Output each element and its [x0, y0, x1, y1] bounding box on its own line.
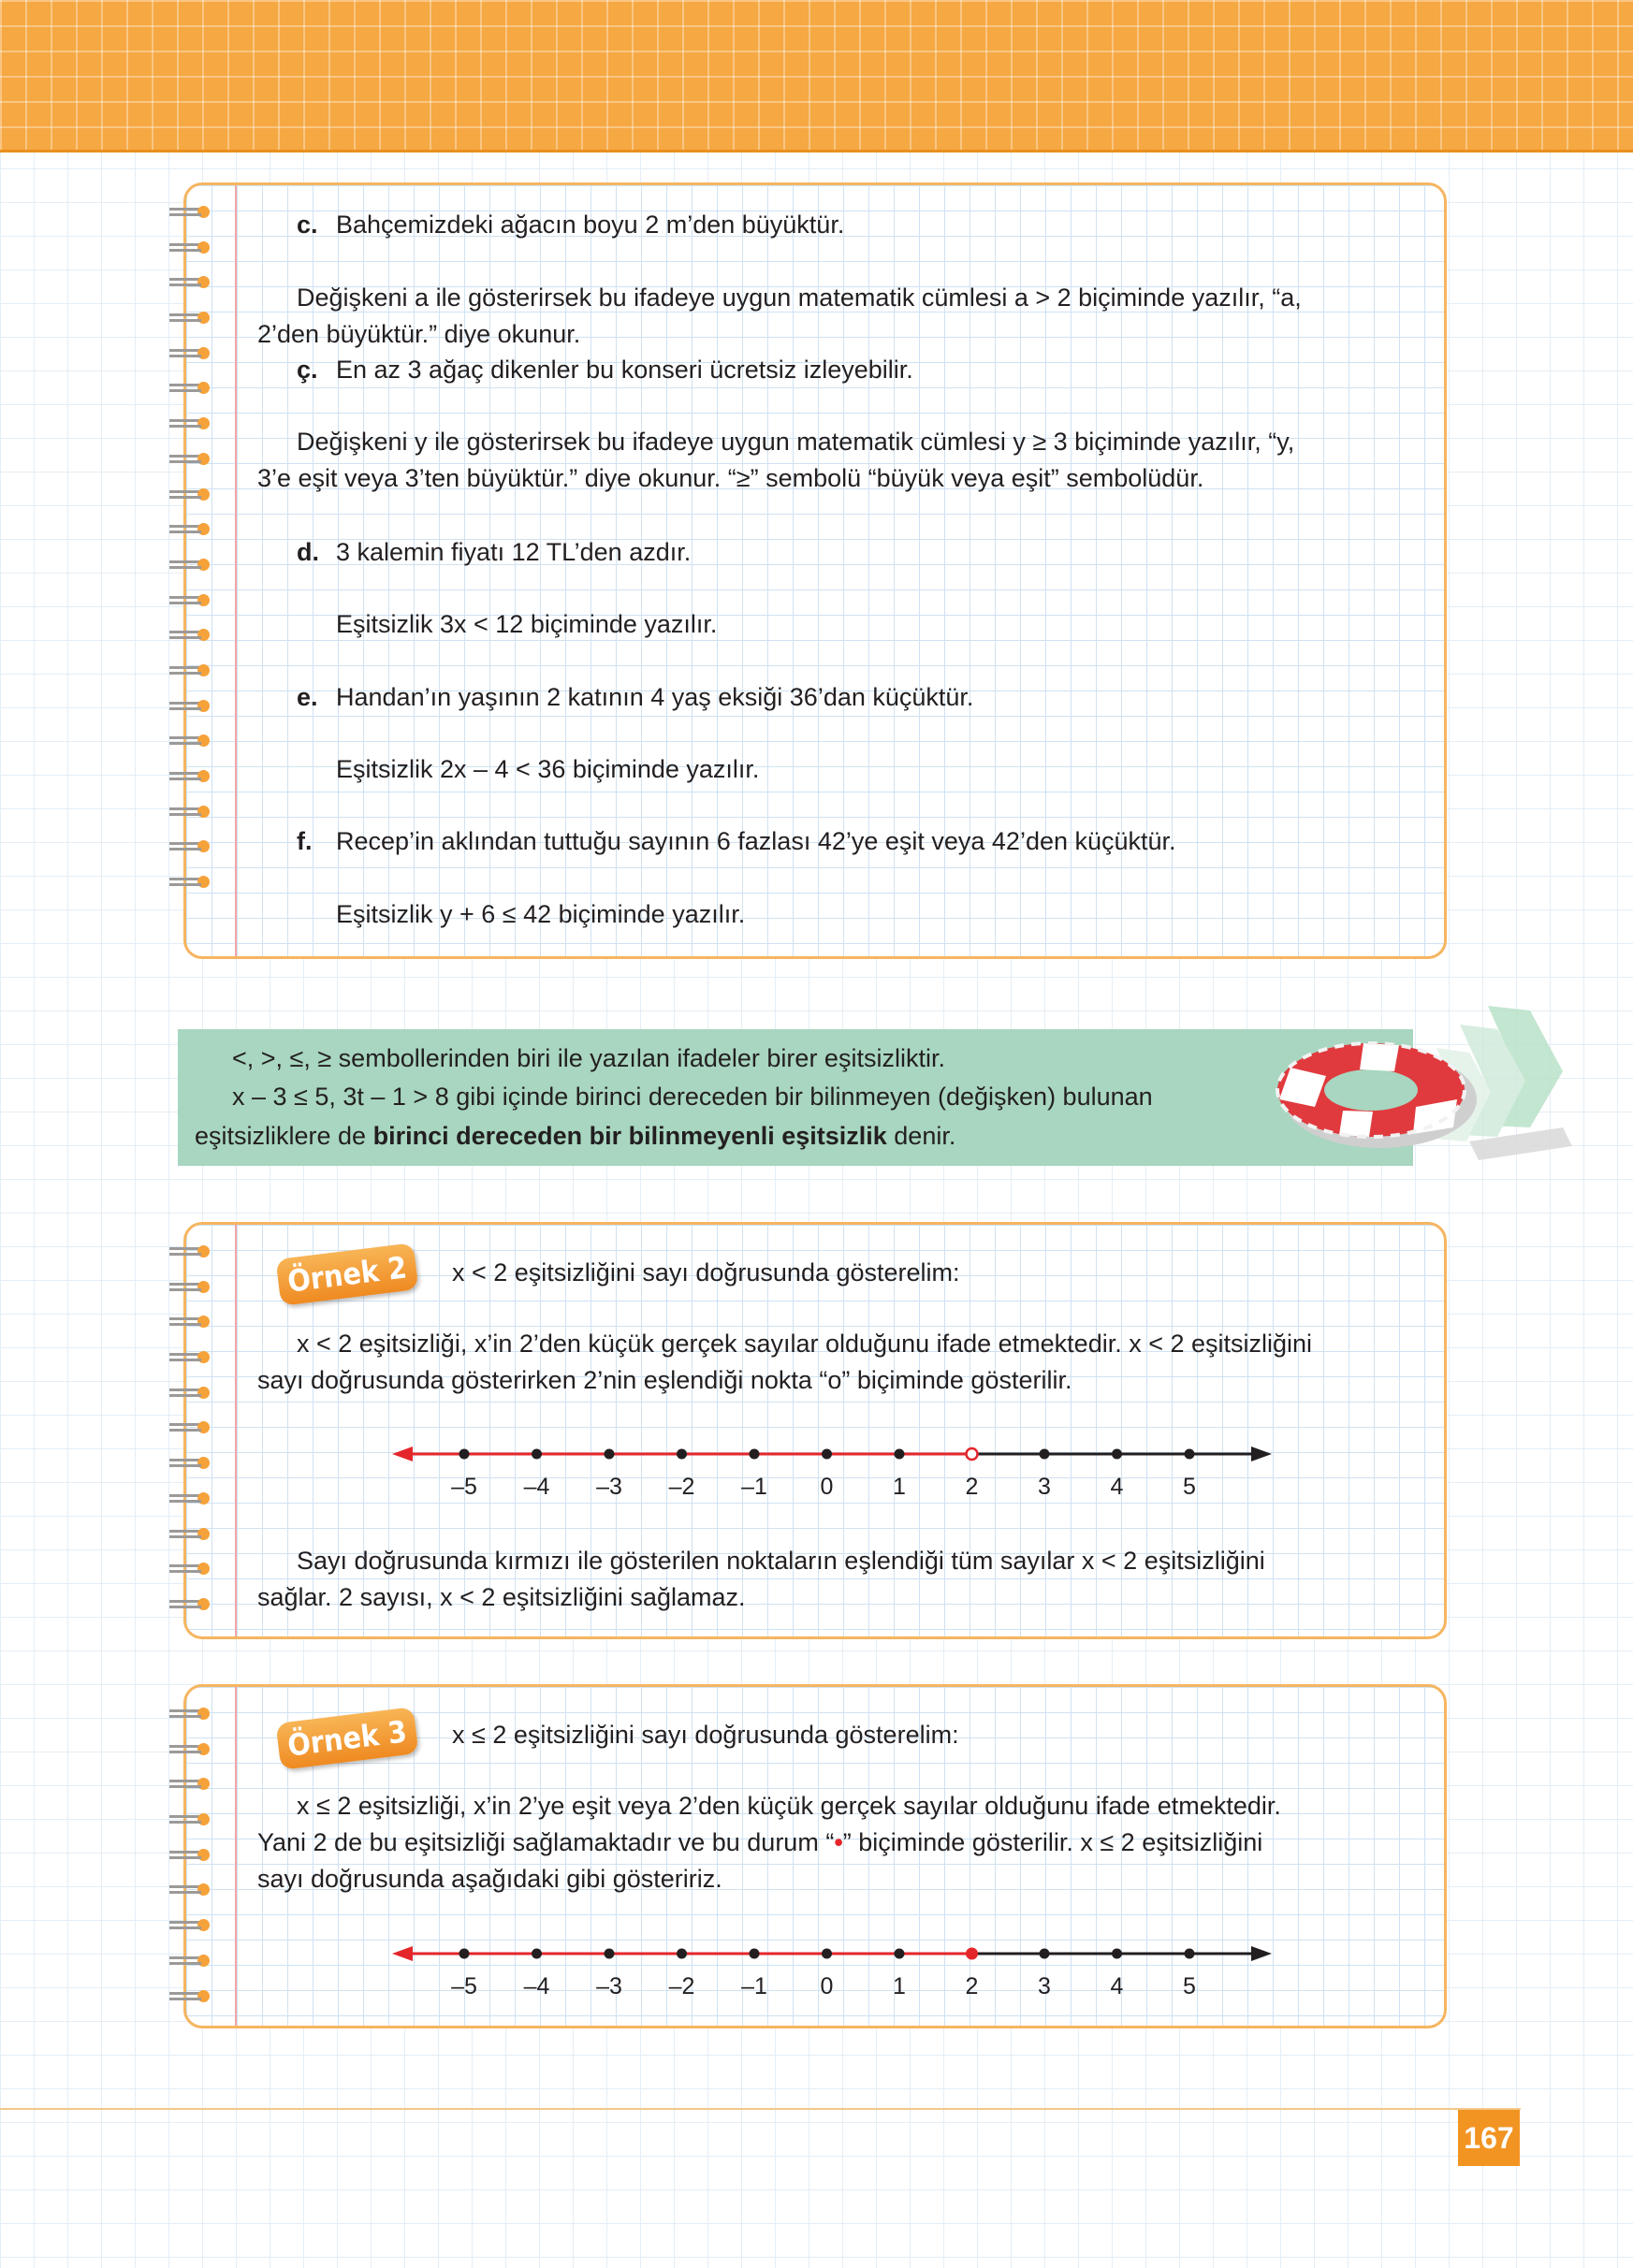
nl3-tick-label: 1	[893, 1973, 906, 1999]
footer-line	[0, 2108, 1521, 2110]
item-f: f. Recep’in aklından tuttuğu sayının 6 fazlası 42’ye eşit veya 42’den küçüktür.	[297, 827, 1176, 855]
nl3-tick-label: 4	[1110, 1973, 1124, 1999]
nl3-point-5	[822, 1949, 832, 1959]
nl2-point-5	[822, 1449, 832, 1460]
nl3-point-6	[895, 1949, 905, 1959]
example-2-badge: Örnek 2	[276, 1243, 419, 1306]
item-f-explanation: Eşitsizlik y + 6 ≤ 42 biçiminde yazılır.	[336, 900, 746, 928]
nl2-point-3	[677, 1449, 687, 1460]
nl2-tick-label: –1	[741, 1474, 767, 1500]
nl3-point-0	[459, 1949, 470, 1959]
nl2-point-9	[1112, 1449, 1122, 1460]
nl2-point-2	[605, 1449, 615, 1460]
example-3-title: x ≤ 2 eşitsizliğini sayı doğrusunda gösterelim:	[452, 1721, 959, 1749]
item-cc: ç. En az 3 ağaç dikenler bu konseri ücretsiz izleyebilir.	[297, 356, 913, 384]
nl3-tick-label: 3	[1038, 1973, 1051, 1999]
nl2-tick-label: 3	[1038, 1474, 1051, 1500]
nl3-point-3	[677, 1949, 687, 1959]
item-d: d. 3 kalemin fiyatı 12 TL’den azdır.	[297, 538, 692, 566]
nl2-point-10	[1185, 1449, 1195, 1460]
item-e-explanation: Eşitsizlik 2x – 4 < 36 biçiminde yazılır.	[336, 755, 760, 783]
item-d-explanation: Eşitsizlik 3x < 12 biçiminde yazılır.	[336, 610, 718, 638]
example-3-card	[183, 1684, 1447, 2028]
example-3-paragraph: x ≤ 2 eşitsizliği, x’in 2’ye eşit veya 2’den küçük gerçek sayılar olduğunu ifade etmektedir. Yani 2 de bu eşitsizliği sağlamaktadır ve bu durum “•” biçiminde gösterilir. x ≤ 2 eşitsizliğini sayı doğrusunda aşağıdaki gibi gösteririz.	[257, 1792, 1281, 1893]
number-line-example-2	[186, 1426, 1444, 1510]
page-number: 167	[1458, 2110, 1520, 2166]
nl3-tick-label: 5	[1183, 1973, 1196, 1999]
nl2-point-0	[459, 1449, 470, 1460]
nl3-point-9	[1112, 1949, 1122, 1959]
number-line-example-3	[186, 1926, 1444, 2010]
nl3-tick-label: –1	[741, 1973, 767, 1999]
nl3-right-arrow	[1251, 1946, 1272, 1961]
nl3-tick-label: 0	[820, 1973, 834, 1999]
example-3-badge: Örnek 3	[276, 1707, 419, 1770]
nl2-tick-label: 4	[1110, 1474, 1124, 1500]
nl2-tick-label: –4	[523, 1474, 550, 1500]
filled-dot-symbol: •	[834, 1828, 843, 1856]
definition-line-3: eşitsizliklere de birinci dereceden bir bilinmeyenli eşitsizlik denir.	[195, 1122, 956, 1150]
item-c: c. Bahçemizdeki ağacın boyu 2 m’den büyüktür.	[297, 211, 845, 239]
nl3-point-4	[750, 1949, 760, 1959]
definition-line-1: <, >, ≤, ≥ sembollerinden biri ile yazılan ifadeler birer eşitsizliktir.	[232, 1044, 945, 1072]
nl2-point-4	[750, 1449, 760, 1460]
nl2-right-arrow	[1251, 1447, 1272, 1461]
example-2-paragraph-1: x < 2 eşitsizliği, x’in 2’den küçük gerçek sayılar olduğunu ifade etmektedir. x < 2 eşitsizliğini sayı doğrusunda gösterirken 2’nin eşlendiği nokta “o” biçiminde gösterilir.	[257, 1330, 1313, 1394]
nl3-point-8	[1040, 1949, 1050, 1959]
nl2-point-7	[967, 1448, 978, 1460]
example-2-card	[183, 1222, 1447, 1639]
definition-box	[178, 1029, 1413, 1166]
nl3-point-10	[1185, 1949, 1195, 1959]
nl2-point-1	[532, 1449, 542, 1460]
definition-line-2: x – 3 ≤ 5, 3t – 1 > 8 gibi içinde birinci dereceden bir bilinmeyen (değişken) bulunan	[232, 1083, 1153, 1111]
nl3-point-7	[966, 1948, 978, 1960]
nl2-tick-label: –5	[451, 1474, 477, 1500]
nl3-tick-label: –3	[596, 1973, 622, 1999]
nl2-tick-label: 5	[1183, 1474, 1196, 1500]
nl3-point-2	[605, 1949, 615, 1959]
margin-line	[235, 185, 237, 956]
lifebuoy-icon	[1249, 987, 1577, 1174]
nl2-tick-label: 2	[965, 1474, 979, 1500]
nl3-tick-label: –5	[451, 1973, 477, 1999]
nl2-point-6	[895, 1449, 905, 1460]
notebook-card-1	[183, 182, 1447, 959]
nl2-tick-label: 1	[893, 1474, 906, 1500]
nl2-point-8	[1040, 1449, 1050, 1460]
nl2-tick-label: –3	[596, 1474, 622, 1500]
nl3-tick-label: –2	[668, 1973, 695, 1999]
item-cc-explanation: Değişkeni y ile gösterirsek bu ifadeye uygun matematik cümlesi y ≥ 3 biçiminde yazılır, “y, 3’e eşit veya 3’ten büyüktür.” diye okunur. “≥” sembolü “büyük veya eşit” sembolüdür.	[257, 428, 1295, 492]
nl3-tick-label: –4	[523, 1973, 550, 1999]
nl3-left-arrow	[392, 1946, 413, 1961]
nl3-point-1	[532, 1949, 542, 1959]
nl3-tick-label: 2	[965, 1973, 979, 1999]
item-c-explanation: Değişkeni a ile gösterirsek bu ifadeye uygun matematik cümlesi a > 2 biçiminde yazılır, “a, 2’den büyüktür.” diye okunur.	[257, 284, 1302, 348]
nl2-tick-label: –2	[668, 1474, 695, 1500]
item-e: e. Handan’ın yaşının 2 katının 4 yaş eksiği 36’dan küçüktür.	[297, 683, 974, 711]
example-2-title: x < 2 eşitsizliğini sayı doğrusunda gösterelim:	[452, 1258, 960, 1287]
example-2-paragraph-2: Sayı doğrusunda kırmızı ile gösterilen noktaların eşlendiği tüm sayılar x < 2 eşitsizliğini sağlar. 2 sayısı, x < 2 eşitsizliğini sağlamaz.	[257, 1547, 1265, 1611]
nl2-tick-label: 0	[820, 1474, 834, 1500]
nl2-left-arrow	[392, 1447, 413, 1461]
header-band	[0, 0, 1633, 153]
spiral-binding	[169, 204, 216, 909]
